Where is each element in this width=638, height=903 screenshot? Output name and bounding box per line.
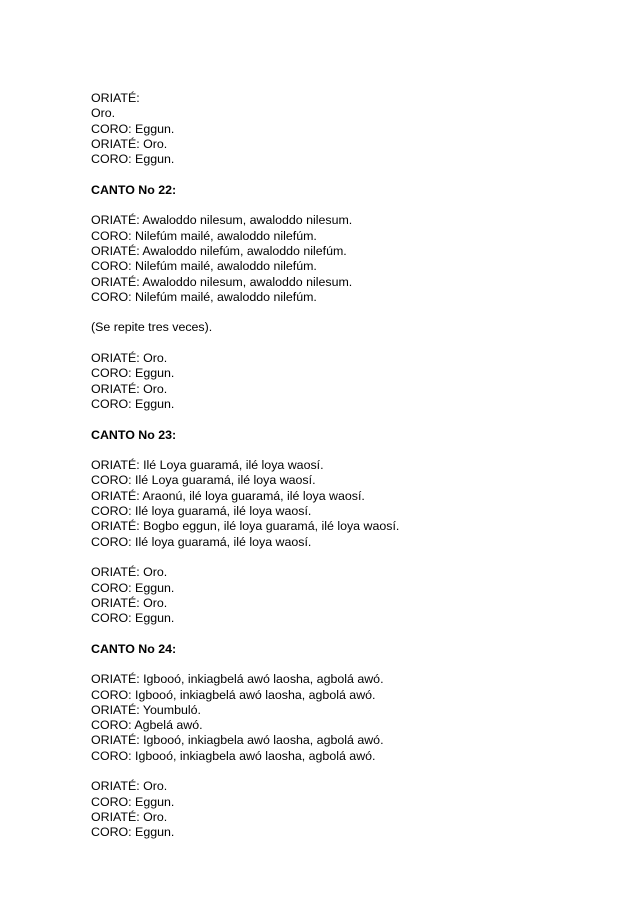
text-line: ORIATÉ: Awaloddo nilesum, awaloddo nilesum. <box>91 274 353 289</box>
text-line: CORO: Eggun. <box>91 121 175 136</box>
text-line: ORIATÉ: Awaloddo nilesum, awaloddo nilesum. <box>91 213 353 228</box>
text-line: CORO: Ilé loya guaramá, ilé loya waosí. <box>91 504 312 519</box>
text-line: ORIATÉ: Ilé Loya guaramá, ilé loya waosí. <box>91 458 324 473</box>
call-response-block <box>91 351 611 412</box>
text-line: ORIATÉ: Igbooó, inkiagbelá awó laosha, agbolá awó. <box>91 672 384 687</box>
text-line: ORIATÉ: Bogbo eggun, ilé loya guaramá, ilé loya waosí. <box>91 519 400 534</box>
text-line: CORO: Eggun. <box>91 396 175 411</box>
canto-verse-block <box>91 213 611 305</box>
call-response-block <box>91 91 611 167</box>
text-line: ORIATÉ: <box>91 91 140 105</box>
text-line: CORO: Nilefúm mailé, awaloddo nilefúm. <box>91 228 317 243</box>
canto-verse-block <box>91 458 611 550</box>
text-line: CORO: Nilefúm mailé, awaloddo nilefúm. <box>91 289 317 304</box>
text-line: CORO: Igbooó, inkiagbelá awó laosha, agbolá awó. <box>91 687 376 702</box>
text-line: ORIATÉ: Oro. <box>91 595 168 610</box>
text-line: CORO: Ilé Loya guaramá, ilé loya waosí. <box>91 473 316 488</box>
text-line: ORIATÉ: Oro. <box>91 381 168 396</box>
call-response-block <box>91 565 611 626</box>
text-line: CORO: Eggun. <box>91 611 175 626</box>
text-line: CORO: Eggun. <box>91 580 175 595</box>
text-line: CORO: Eggun. <box>91 825 175 840</box>
text-line: ORIATÉ: Youmbuló. <box>91 702 201 717</box>
text-line: CORO: Agbelá awó. <box>91 718 203 733</box>
text-line: ORIATÉ: Oro. <box>91 779 168 794</box>
text-line: CORO: Eggun. <box>91 152 175 167</box>
text-line: ORIATÉ: Araonú, ilé loya guaramá, ilé loya waosí. <box>91 488 365 503</box>
text-line: CORO: Nilefúm mailé, awaloddo nilefúm. <box>91 259 317 274</box>
text-line: CORO: Eggun. <box>91 366 175 381</box>
text-line: ORIATÉ: Oro. <box>91 809 168 824</box>
document-page <box>91 91 611 856</box>
text-line: ORIATÉ: Awaloddo nilefúm, awaloddo nilefúm. <box>91 243 347 258</box>
canto-heading: CANTO No 23: <box>91 427 177 442</box>
text-line: ORIATÉ: Oro. <box>91 136 168 151</box>
text-line: Oro. <box>91 106 116 121</box>
canto-heading: CANTO No 22: <box>91 182 177 197</box>
text-line: CORO: Igbooó, inkiagbela awó laosha, agbolá awó. <box>91 748 376 763</box>
repeat-note <box>91 320 611 335</box>
text-line: ORIATÉ: Igbooó, inkiagbela awó laosha, agbolá awó. <box>91 733 384 748</box>
text-line: ORIATÉ: Oro. <box>91 565 168 580</box>
call-response-block <box>91 779 611 840</box>
canto-heading: CANTO No 24: <box>91 641 177 656</box>
text-line: CORO: Eggun. <box>91 794 175 809</box>
text-line: CORO: Ilé loya guaramá, ilé loya waosí. <box>91 534 312 549</box>
canto-verse-block <box>91 672 611 764</box>
text-line: ORIATÉ: Oro. <box>91 351 168 366</box>
text-line: (Se repite tres veces). <box>91 320 213 335</box>
